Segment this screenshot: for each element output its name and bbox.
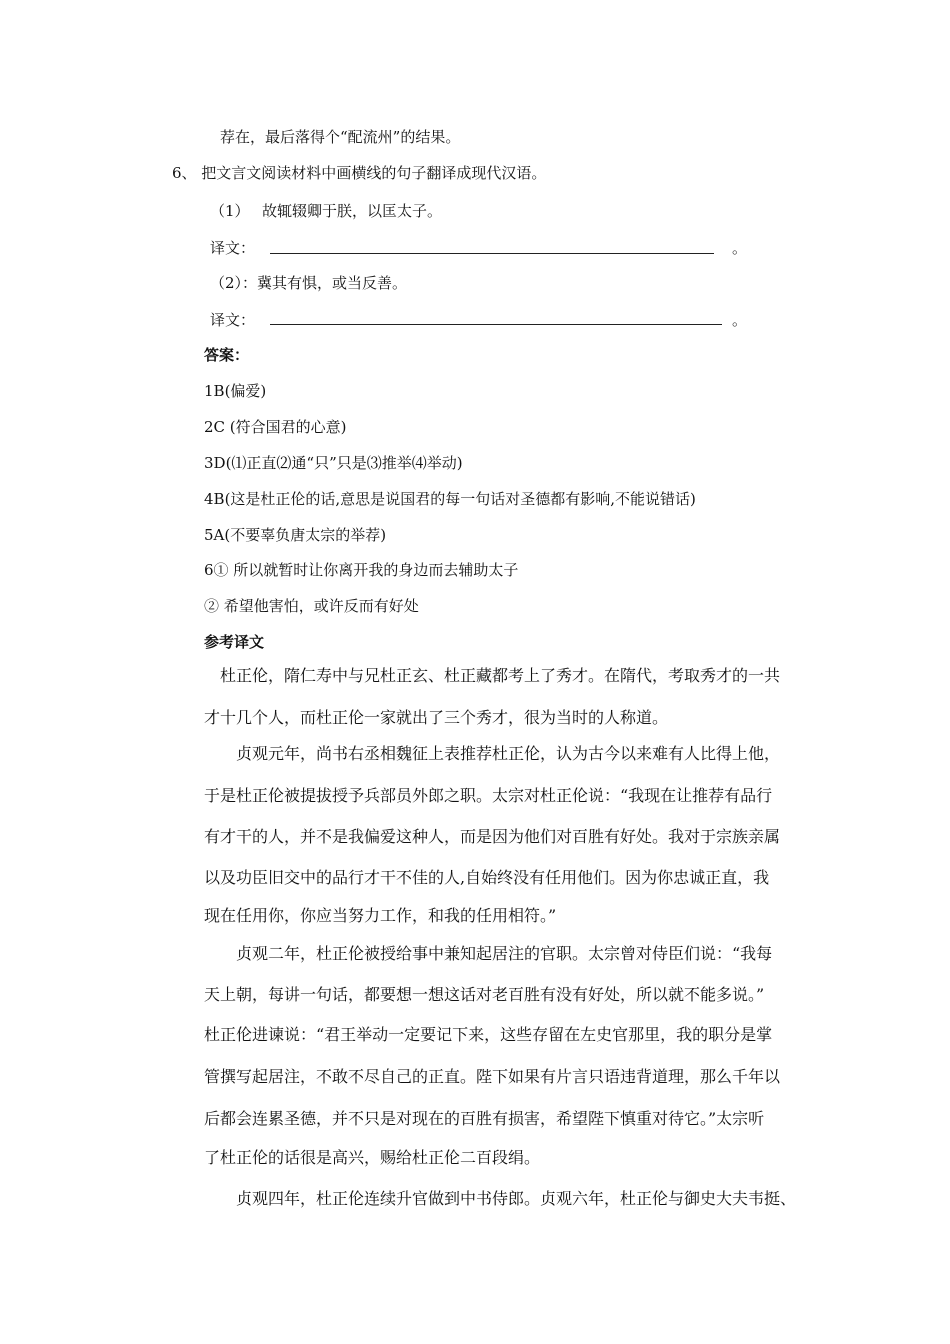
translation-label-1: 译文：	[210, 239, 256, 257]
answer-item: 3D(⑴正直⑵通“只”只是⑶推举⑷举动)	[204, 454, 463, 472]
reference-line: 以及功臣旧交中的品行才干不佳的人,自始终没有任用他们。因为你忠诚正直，我	[204, 868, 770, 887]
reference-line: 于是杜正伦被提拔授予兵部员外郎之职。太宗对杜正伦说：“我现在让推荐有品行	[204, 786, 773, 805]
reference-line: 才十几个人，而杜正伦一家就出了三个秀才，很为当时的人称道。	[204, 708, 669, 727]
translation-blank-2[interactable]	[270, 324, 722, 325]
answer-item: ② 希望他害怕，或许反而有好处	[204, 597, 419, 615]
reference-line: 贞观元年，尚书右丞相魏征上表推荐杜正伦，认为古今以来难有人比得上他，	[236, 744, 781, 763]
reference-line: 杜正伦进谏说：“君王举动一定要记下来，这些存留在左史官那里，我的职分是掌	[204, 1025, 773, 1044]
reference-line: 后都会连累圣德，并不只是对现在的百胜有损害，希望陛下慎重对待它。”太宗听	[204, 1109, 765, 1128]
answer-item: 5A(不要辜负唐太宗的举荐)	[204, 526, 387, 544]
reference-line: 杜正伦，隋仁寿中与兄杜正玄、杜正藏都考上了秀才。在隋代，考取秀才的一共	[220, 666, 781, 685]
answer-item: 4B(这是杜正伦的话,意思是说国君的每一句话对圣德都有影响,不能说错话)	[204, 490, 696, 508]
question-6-item1-text: 故辄辍卿于朕，以匡太子。	[262, 202, 443, 220]
translation-period-1: 。	[732, 239, 748, 257]
answer-item: 2C (符合国君的心意)	[204, 418, 347, 436]
answer-item: 6① 所以就暂时让你离开我的身边而去辅助太子	[204, 561, 519, 579]
translation-period-2: 。	[732, 311, 748, 329]
translation-blank-1[interactable]	[270, 253, 714, 254]
reference-line: 了杜正伦的话很是高兴，赐给杜正伦二百段绢。	[204, 1148, 541, 1167]
question-6-item1-label: （1）	[210, 202, 250, 220]
reference-line: 天上朝，每讲一句话，都要想一想这话对老百胜有没有好处，所以就不能多说。”	[204, 985, 765, 1004]
answers-heading: 答案：	[204, 346, 250, 364]
reference-line: 贞观四年，杜正伦连续升官做到中书侍郎。贞观六年，杜正伦与御史大夫韦挺、	[236, 1189, 797, 1208]
top-line: 荐在，最后落得个“配流州”的结果。	[220, 128, 461, 146]
reference-line: 现在任用你，你应当努力工作，和我的任用相符。”	[204, 906, 557, 925]
reference-line: 有才干的人，并不是我偏爱这种人，而是因为他们对百胜有好处。我对于宗族亲属	[204, 827, 781, 846]
reference-line: 贞观二年，杜正伦被授给事中兼知起居注的官职。太宗曾对侍臣们说：“我每	[236, 944, 773, 963]
question-6-item2: （2）：冀其有惧，或当反善。	[210, 274, 408, 292]
reference-heading: 参考译文	[204, 633, 265, 651]
question-6-title: 6、 把文言文阅读材料中画横线的句子翻译成现代汉语。	[172, 164, 547, 182]
translation-label-2: 译文：	[210, 311, 256, 329]
answer-item: 1B(偏爱)	[204, 382, 267, 400]
reference-line: 管撰写起居注，不敢不尽自己的正直。陛下如果有片言只语违背道理，那么千年以	[204, 1067, 781, 1086]
